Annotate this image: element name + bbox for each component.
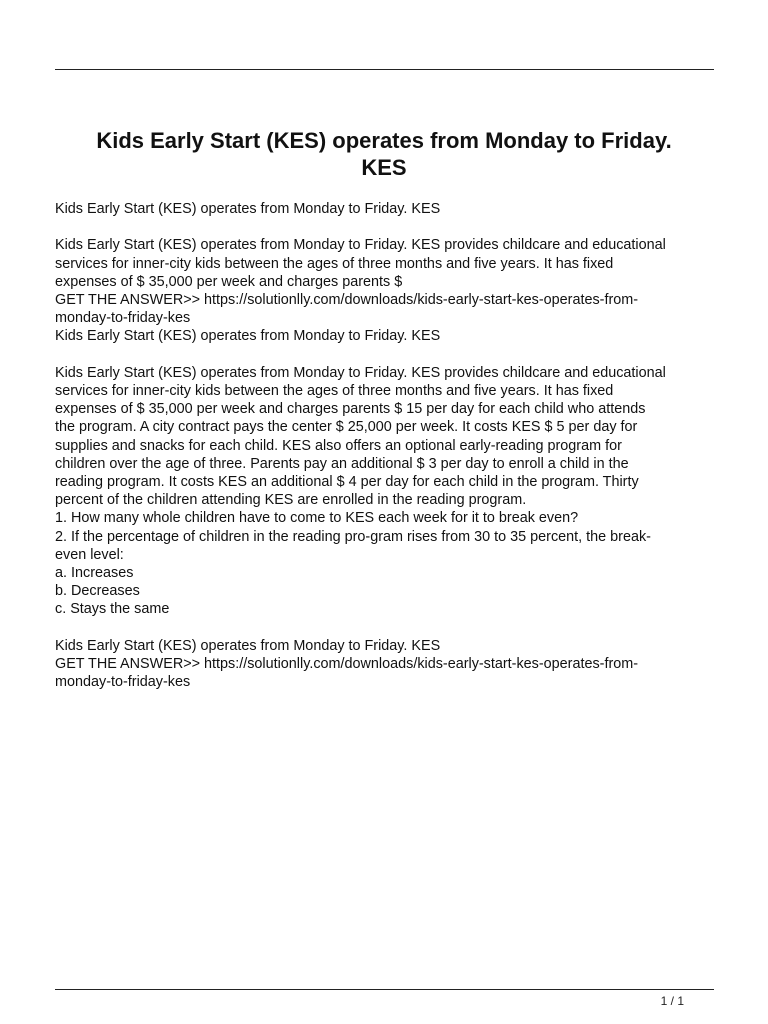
preview-line: expenses of $ 35,000 per week and charges parents $ (55, 273, 403, 290)
question-paragraph (55, 364, 723, 619)
intro-paragraph (55, 200, 723, 218)
footer-answer-link-line-1[interactable]: GET THE ANSWER>> https://solutionlly.com/downloads/kids-early-start-kes-operates-from- (55, 656, 639, 673)
document-title (60, 127, 708, 181)
answer-link-line-2[interactable]: monday-to-friday-kes (55, 310, 191, 327)
question-line: expenses of $ 35,000 per week and charges parents $ 15 per day for each child who attends (55, 401, 646, 418)
preview-paragraph (55, 236, 723, 345)
question-line: the program. A city contract pays the center $ 25,000 per week. It costs KES $ 5 per day for (55, 419, 638, 436)
question-item-2-cont: even level: (55, 546, 124, 563)
question-item-1: 1. How many whole children have to come to KES each week for it to break even? (55, 510, 579, 527)
footer-answer-block (55, 637, 723, 692)
preview-line: services for inner-city kids between the ages of three months and five years. It has fixed (55, 255, 614, 272)
repeat-title: Kids Early Start (KES) operates from Monday to Friday. KES (55, 328, 441, 345)
question-line: Kids Early Start (KES) operates from Monday to Friday. KES provides childcare and educational (55, 364, 666, 381)
question-line: children over the age of three. Parents pay an additional $ 3 per day to enroll a child in the (55, 455, 629, 472)
document-body (55, 200, 723, 691)
top-divider (55, 69, 714, 70)
title-line-2: KES (361, 155, 407, 180)
question-item-2: 2. If the percentage of children in the reading pro-gram rises from 30 to 35 percent, the break- (55, 528, 651, 545)
title-line-1: Kids Early Start (KES) operates from Monday to Friday. (96, 128, 672, 153)
question-line: percent of the children attending KES are enrolled in the reading program. (55, 492, 527, 509)
bottom-divider (55, 989, 714, 990)
page-number: 1 / 1 (660, 994, 684, 1008)
question-line: supplies and snacks for each child. KES also offers an optional early-reading program for (55, 437, 622, 454)
answer-link-line-1[interactable]: GET THE ANSWER>> https://solutionlly.com/downloads/kids-early-start-kes-operates-from- (55, 292, 639, 308)
preview-line: Kids Early Start (KES) operates from Monday to Friday. KES provides childcare and educational (55, 237, 666, 254)
intro-text: Kids Early Start (KES) operates from Monday to Friday. KES (55, 201, 441, 217)
footer-answer-link-line-2[interactable]: monday-to-friday-kes (55, 674, 191, 691)
footer-title: Kids Early Start (KES) operates from Monday to Friday. KES (55, 637, 441, 654)
question-line: services for inner-city kids between the ages of three months and five years. It has fixed (55, 383, 614, 399)
option-c: c. Stays the same (55, 601, 170, 618)
option-b: b. Decreases (55, 583, 140, 600)
option-a: a. Increases (55, 565, 134, 582)
question-line: reading program. It costs KES an additional $ 4 per day for each child in the program. Thirty (55, 474, 639, 491)
